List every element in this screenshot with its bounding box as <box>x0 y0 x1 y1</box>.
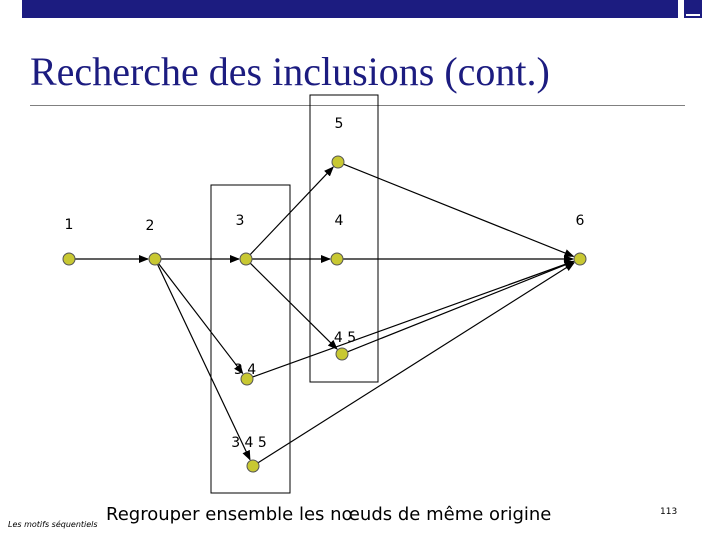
node-label-n3: 3 <box>235 213 245 229</box>
node-label-n34: 3 4 <box>233 362 257 378</box>
node-n345 <box>247 460 259 472</box>
node-label-n45: 4 5 <box>333 330 357 346</box>
edge-n34-n6 <box>253 261 574 377</box>
edge-n3-n45 <box>250 263 337 349</box>
slide-title: Recherche des inclusions (cont.) <box>30 49 550 94</box>
node-label-n5: 5 <box>334 116 344 132</box>
node-n5 <box>332 156 344 168</box>
slide-caption: Regrouper ensemble les nœuds de même origine <box>106 504 552 525</box>
node-n2 <box>149 253 161 265</box>
edge-n45-n6 <box>348 262 574 352</box>
node-n4 <box>331 253 343 265</box>
node-label-n4: 4 <box>334 213 344 229</box>
footer-text: Les motifs séquentiels <box>8 520 98 529</box>
node-n45 <box>336 348 348 360</box>
node-n6 <box>574 253 586 265</box>
node-n1 <box>63 253 75 265</box>
edge-n3-n5 <box>250 167 333 255</box>
node-label-n345: 3 4 5 <box>231 435 267 451</box>
node-label-n1: 1 <box>64 217 74 233</box>
node-n3 <box>240 253 252 265</box>
node-label-n2: 2 <box>145 218 155 234</box>
edge-n345-n6 <box>258 263 574 463</box>
edge-n2-n34 <box>159 264 243 374</box>
node-label-n6: 6 <box>575 213 585 229</box>
page-number: 113 <box>660 507 678 517</box>
